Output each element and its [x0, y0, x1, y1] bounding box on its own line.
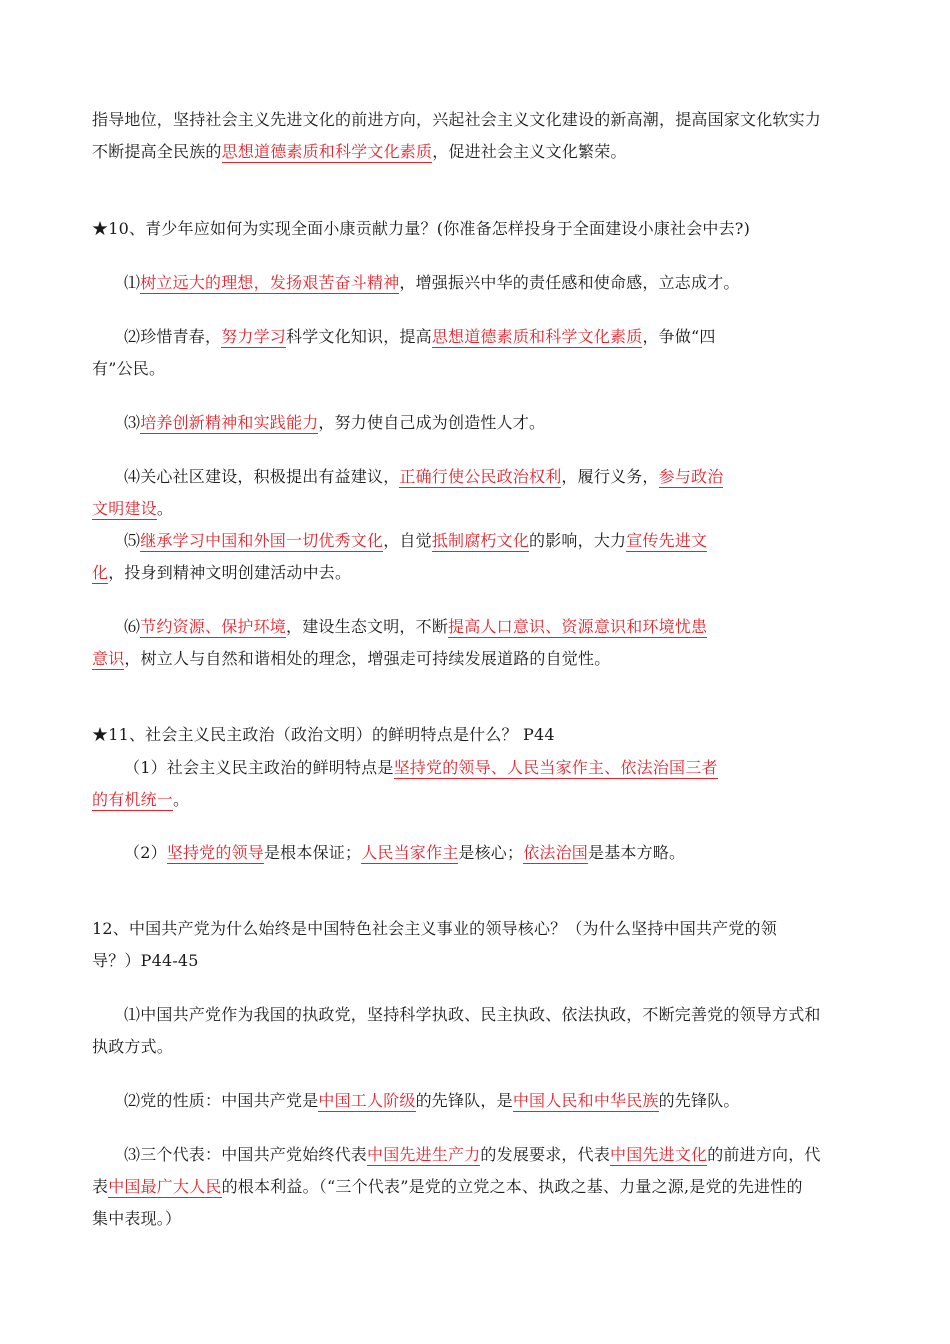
text: 不断提高全民族的	[92, 142, 222, 161]
text: 表	[92, 1177, 109, 1196]
highlight: 思想道德素质和科学文化素质	[431, 327, 643, 346]
highlight: 培养创新精神和实践能力	[140, 413, 319, 432]
question-title: ★10、青少年应如何为实现全面小康贡献力量？(你准备怎样投身于全面建设小康社会中去?)	[92, 219, 751, 238]
text: ⑶三个代表：中国共产党始终代表	[124, 1145, 368, 1164]
text: 的先锋队。	[658, 1091, 740, 1110]
text: 指导地位，坚持社会主义先进文化的前进方向，兴起社会主义文化建设的新高潮，提高国家文化软实力	[92, 110, 822, 129]
q11-item-1	[124, 758, 718, 778]
highlight: 继承学习中国和外国一切优秀文化	[140, 531, 384, 550]
text: 的先锋队，是	[415, 1091, 513, 1110]
highlight: 化	[92, 563, 109, 582]
q12-item-1	[124, 1005, 821, 1025]
text: 有”公民。	[92, 359, 166, 378]
q12-title-2	[92, 951, 199, 971]
q10-item-2	[124, 327, 716, 347]
q12-item-3-cont-2	[92, 1209, 181, 1229]
highlight: 提高人口意识、资源意识和环境忧患	[448, 617, 708, 636]
text: ，增强振兴中华的责任感和使命感，立志成才。	[399, 273, 740, 292]
highlight: 思想道德素质和科学文化素质	[221, 142, 433, 161]
highlight: 中国最广大人民	[108, 1177, 222, 1196]
text: 是基本方略。	[588, 843, 686, 862]
question-title: 导？）P44-45	[92, 951, 199, 970]
q12-item-3-cont	[92, 1177, 803, 1197]
text: 科学文化知识，提高	[286, 327, 432, 346]
text: 是核心；	[458, 843, 524, 862]
q11-title	[92, 725, 555, 745]
text: ⑹	[124, 617, 141, 636]
q10-item-6	[124, 617, 707, 637]
highlight: 的有机统一	[92, 790, 174, 809]
text: ，自觉	[383, 531, 432, 550]
q10-item-4	[124, 467, 723, 487]
intro-line-2	[92, 142, 627, 162]
text: ，履行义务，	[561, 467, 659, 486]
q10-item-5-cont	[92, 563, 351, 583]
highlight: 节约资源、保护环境	[140, 617, 287, 636]
q10-item-4-cont	[92, 499, 173, 519]
text: ⑵党的性质：中国共产党是	[124, 1091, 319, 1110]
q11-item-1-cont	[92, 790, 189, 810]
highlight: 依法治国	[523, 843, 589, 862]
highlight: 意识	[92, 649, 125, 668]
text: （2）	[124, 843, 167, 862]
q12-item-1-cont	[92, 1037, 173, 1057]
q10-item-2-cont	[92, 359, 165, 379]
highlight: 中国先进生产力	[367, 1145, 481, 1164]
text: 执政方式。	[92, 1037, 174, 1056]
question-title: 12、中国共产党为什么始终是中国特色社会主义事业的领导核心？（为什么坚持中国共产党的领	[92, 919, 777, 938]
text: ⑴中国共产党作为我国的执政党，坚持科学执政、民主执政、依法执政，不断完善党的领导方式和	[124, 1005, 821, 1024]
q12-title-1	[92, 919, 777, 939]
text: 的发展要求，代表	[480, 1145, 611, 1164]
q10-item-3	[124, 413, 545, 433]
text: ⑵珍惜青春，	[124, 327, 222, 346]
text: ⑶	[124, 413, 141, 432]
text: ，努力使自己成为创造性人才。	[318, 413, 546, 432]
text: 。	[173, 790, 190, 809]
text: 。	[156, 499, 174, 518]
highlight: 参与政治	[658, 467, 724, 486]
question-title: ★11、社会主义民主政治（政治文明）的鲜明特点是什么？ P44	[92, 725, 555, 744]
text: 的影响，大力	[529, 531, 627, 550]
highlight: 坚持党的领导、人民当家作主、依法治国三者	[393, 758, 718, 777]
highlight: 抵制腐朽文化	[431, 531, 530, 550]
text: 的前进方向，代	[707, 1145, 821, 1164]
q10-item-5	[124, 531, 707, 551]
text: ⑷关心社区建设，积极提出有益建议，	[124, 467, 400, 486]
highlight: 中国先进文化	[610, 1145, 708, 1164]
text: ，促进社会主义文化繁荣。	[432, 142, 627, 161]
highlight: 中国人民和中华民族	[512, 1091, 659, 1110]
text: 是根本保证；	[263, 843, 362, 862]
highlight: 人民当家作主	[361, 843, 459, 862]
text: （1）社会主义民主政治的鲜明特点是	[124, 758, 394, 777]
q11-item-2	[124, 843, 685, 863]
text: ，建设生态文明，不断	[286, 617, 449, 636]
text: ，投身到精神文明创建活动中去。	[108, 563, 352, 582]
highlight: 中国工人阶级	[318, 1091, 416, 1110]
q10-item-1	[124, 273, 740, 293]
text: ，争做“四	[642, 327, 716, 346]
text: ，树立人与自然和谐相处的理念，增强走可持续发展道路的自觉性。	[124, 649, 611, 668]
q12-item-3	[124, 1145, 821, 1165]
highlight: 努力学习	[221, 327, 287, 346]
highlight: 文明建设	[92, 499, 157, 518]
q10-title	[92, 219, 750, 239]
text: 的根本利益。（“三个代表”是党的立党之本、执政之基、力量之源,是党的先进性的	[221, 1177, 803, 1196]
text: ⑴	[124, 273, 141, 292]
highlight: 宣传先进文	[626, 531, 708, 550]
q12-item-2	[124, 1091, 740, 1111]
highlight: 坚持党的领导	[166, 843, 264, 862]
text: ⑸	[124, 531, 141, 550]
highlight: 树立远大的理想，发扬艰苦奋斗精神	[140, 273, 400, 292]
highlight: 正确行使公民政治权利	[399, 467, 562, 486]
text: 集中表现。）	[92, 1209, 182, 1228]
intro-line-1	[92, 110, 821, 130]
q10-item-6-cont	[92, 649, 610, 669]
